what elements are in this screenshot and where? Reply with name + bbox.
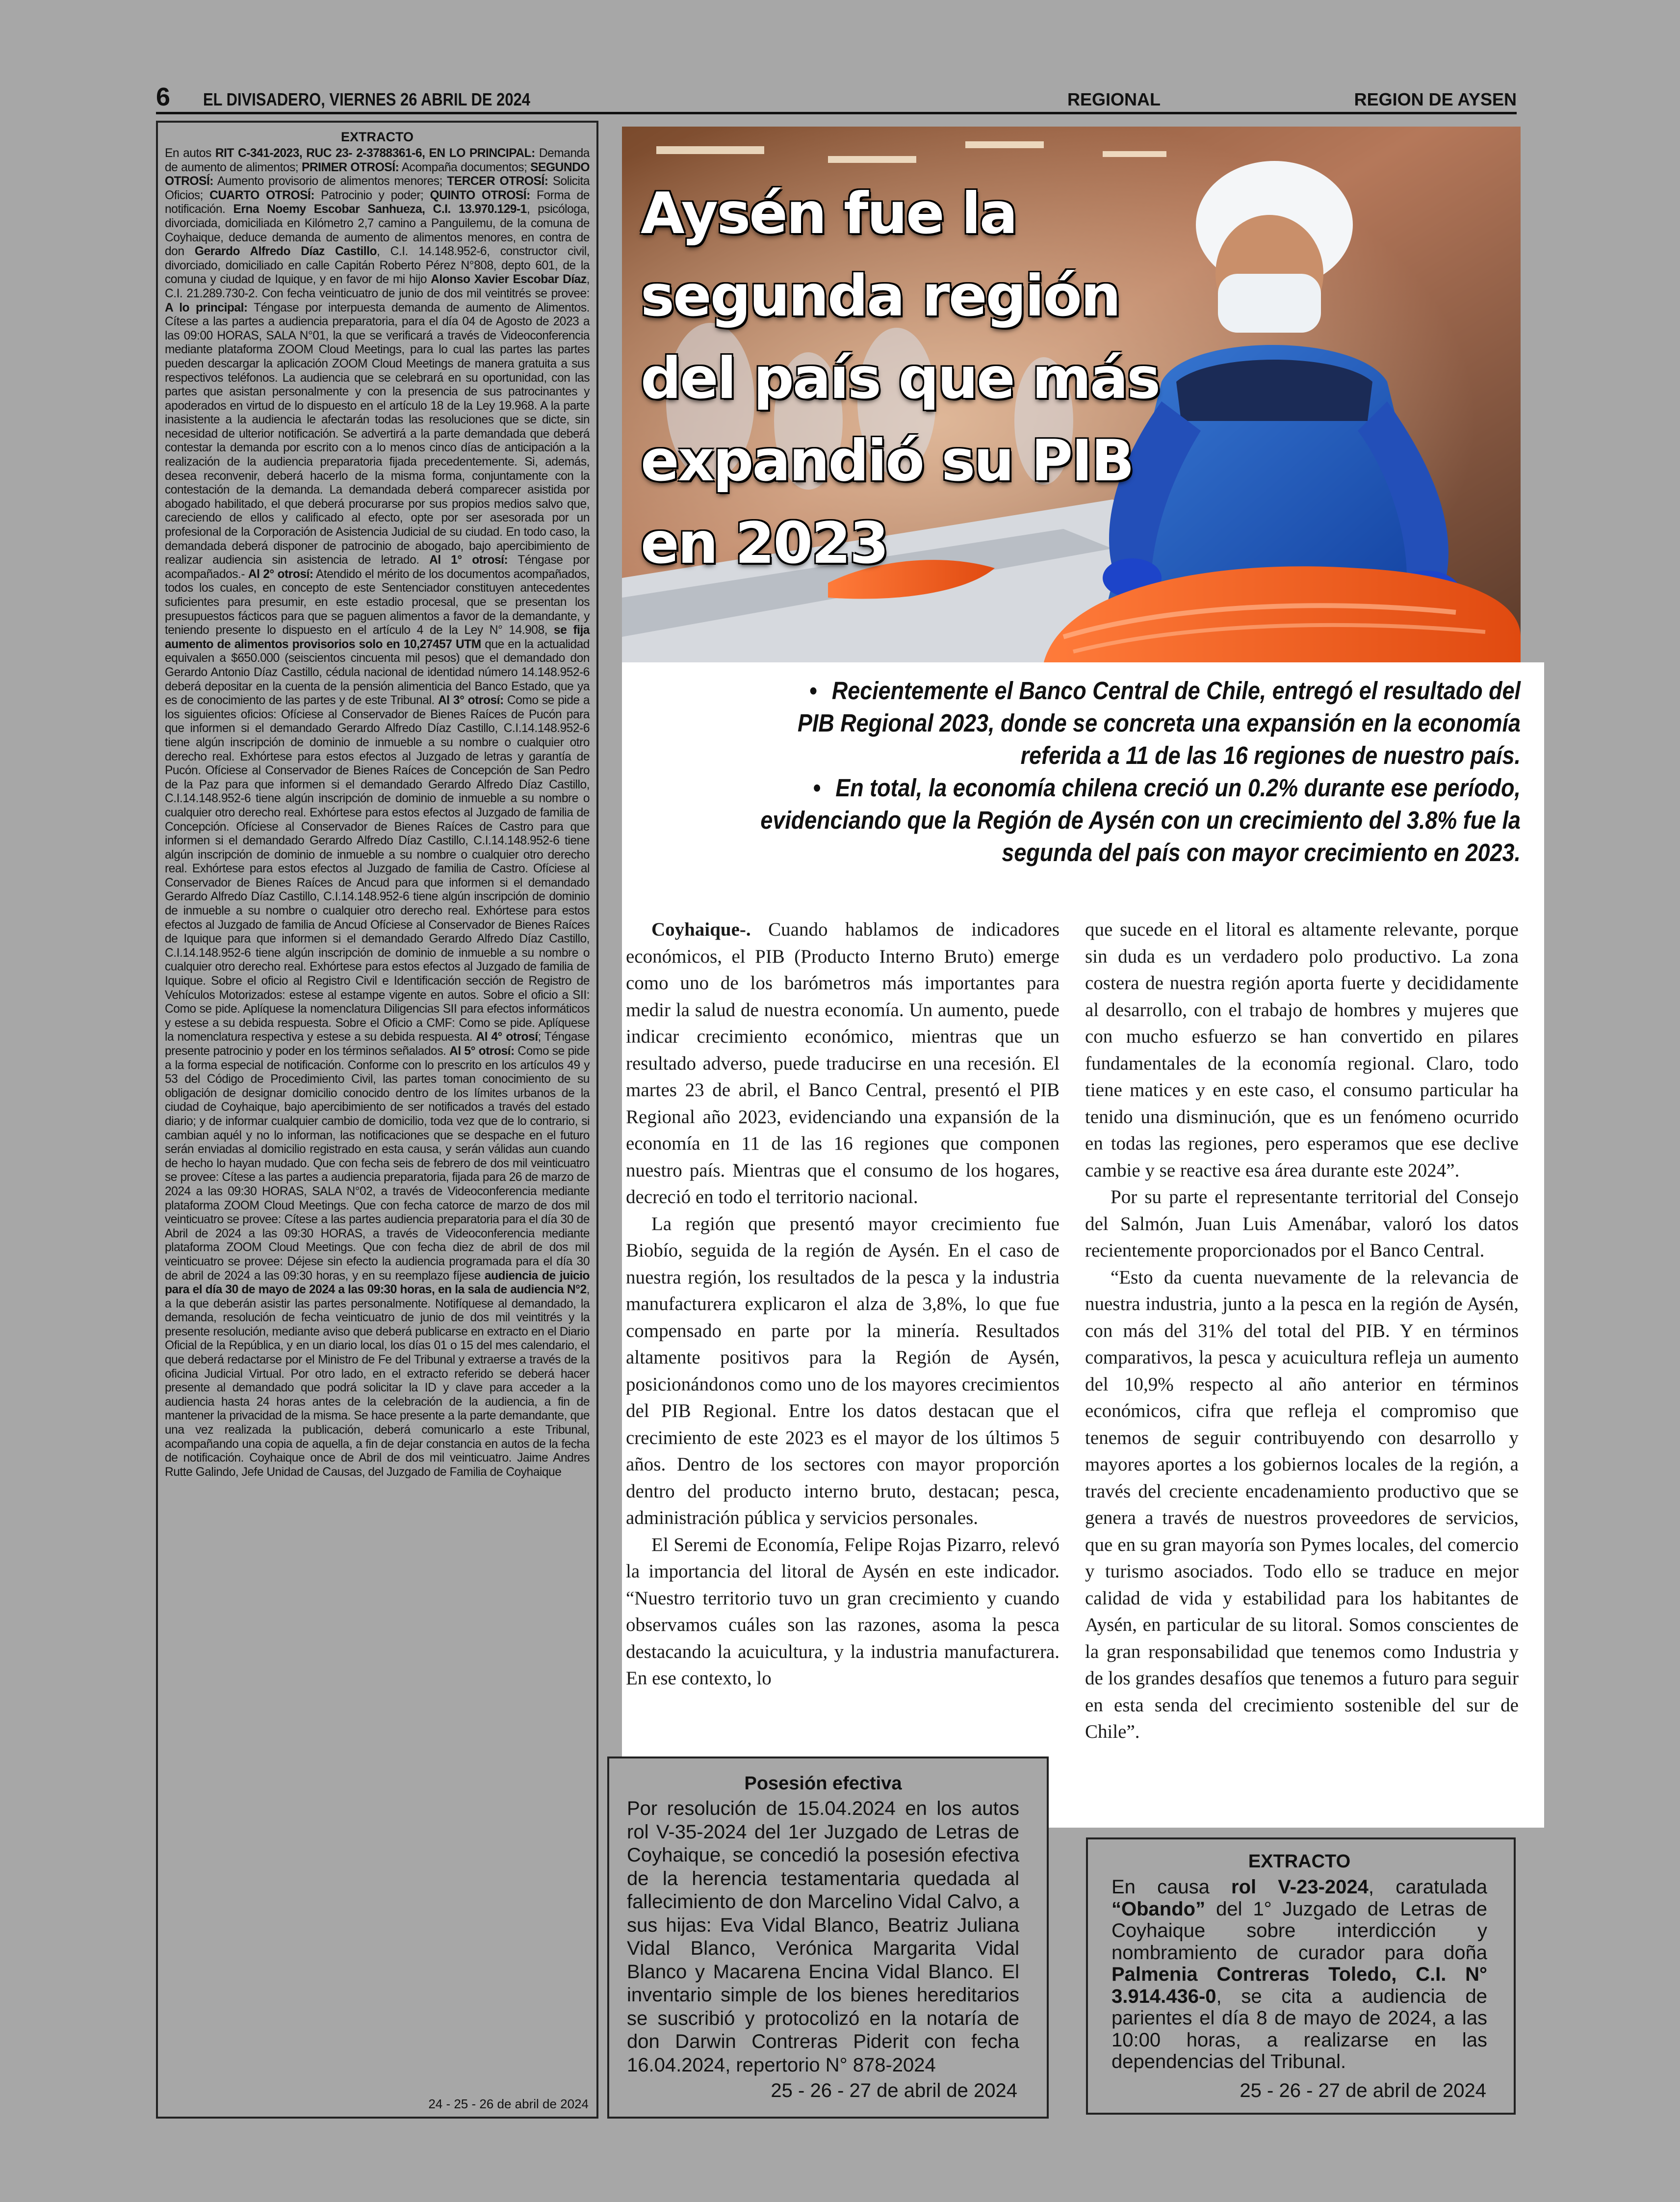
headline-line: Aysén fue la <box>641 181 1017 247</box>
article-paragraph: La región que presentó mayor crecimiento fue Biobío, seguida de la región de Aysén. En el caso de nuestra región, los resultados de la pesca y la industria manufacturera explicaron el alza de 3,8%, lo que fue compensado en parte por la minería. Resultados altamente positivos para la Región de Aysén, posicionándonos como uno de los mayores crecimientos del PIB Regional. Entre los datos destacan que el crecimiento de este 2023 es el mayor de los últimos 5 años. Dentro de los sectores con mayor proporción dentro del producto interno bruto, destacan; pesca, administración pública y servicios personales. <box>626 1213 1060 1528</box>
region-name: REGION DE AYSEN <box>1354 89 1517 109</box>
legal-notice-body: En autos RIT C-341-2023, RUC 23- 2-3788361-6, EN LO PRINCIPAL: Demanda de aumento de alimentos; PRIMER OTROSÍ: Acompaña documentos; SEGUNDO OTROSÍ: Aumento provisorio de alimentos menores; TERCER OTROSÍ: Solicita Oficios; CUARTO OTROSÍ: Patrocinio y poder; QUINTO OTROSÍ: Forma de notificación. Erna Noemy Escobar Sanhueza, C.I. 13.970.129-1, psicóloga, divorciada, domiciliada en Kilómetro 2,7 camino a Panguilemu, de la comuna de Coyhaique, deduce demanda de aumento de alimentos menores, en contra de don Gerardo Alfredo Díaz Castillo, C.I. 14.148.952-6, constructor civil, divorciado, domiciliado en calle Capitán Roberto Pérez N°808, depto 601, de la comuna y ciudad de Iquique, y en favor de mi hijo Alonso Xavier Escobar Díaz, C.I. 21.289.730-2. Con fecha veinticuatro de junio de dos mil veintitrés se provee: A lo principal: Téngase por interpuesta demanda de aumento de Alimentos. Cítese a las partes a audiencia preparatoria, para el día 04 de Agosto de 2023 a las 09:00 HORAS, SALA N°01, la que se verificará a través de Videoconferencia mediante plataforma ZOOM Cloud Meetings, para lo cual las partes las partes pueden descargar la aplicación ZOOM Cloud Meetings de manera gratuita a sus respectivos teléfonos. La audiencia que se celebrará en su oportunidad, con las partes que asistan personalmente y con la presencia de sus patrocinantes y apoderados en virtud de lo dispuesto en el artículo 18 de la Ley 19.968. A la parte inasistente a la audiencia le afectarán todas las resoluciones que se dicte, sin necesidad de ulterior notificación. Se advertirá a la parte demandada que deberá contestar la demanda por escrito con a lo menos cinco días de anticipación a la realización de la audiencia preparatoria fijada precedentemente. Si, además, desea reconvenir, deberá hacerlo de la misma forma, conjuntamente con la contestación de la demanda. La demandada deberá comparecer asistida por abogado habilitado, el que deberá procurarse por sus propios medios salvo que, careciendo de ellos y calificado al efecto, opte por ser asesorada por un profesional de la Corporación de Asistencia Judicial de su ciudad. En todo caso, la demandada deberá disponer de patrocinio de abogado, bajo apercibimiento de realizar audiencia sin asistencia de letrado. Al 1° otrosí: Téngase por acompañados.- Al 2° otrosí: Atendido el mérito de los documentos acompañados, todos los cuales, en concepto de este Sentenciador constituyen antecedentes suficientes para presumir, en este estadio procesal, que se presentan los presupuestos fácticos para que se paguen alimentos a favor de la demandante, y teniendo presente lo dispuesto en el artículo 4 de la Ley N° 14.908, se fija aumento de alimentos provisorios solo en 10,27457 UTM que en la actualidad equivalen a $650.000 (seiscientos cincuenta mil pesos) que el demandado don Gerardo Antonio Díaz Castillo, cédula nacional de identidad número 14.148.952-6 deberá depositar en la cuenta de la pensión alimenticia del Banco Estado, que ya es de conocimiento de las partes y de este Tribunal. Al 3° otrosí: Como se pide a los siguientes oficios: Ofíciese al Conservador de Bienes Raíces de Pucón para que informen si el demandado Gerardo Alfredo Díaz Castillo, C.I.14.148.952-6 tiene algún inscripción de dominio de inmueble a su nombre o cualquier otro derecho real. Exhórtese para estos efectos al Juzgado de letras y garantía de Pucón. Ofíciese al Conservador de Bienes Raíces de Concepción de San Pedro de la Paz para que informen si el demandado Gerardo Alfredo Díaz Castillo, C.I.14.148.952-6 tiene algún inscripción de dominio de inmueble a su nombre o cualquier otro derecho real. Exhórtese para estos efectos al Juzgado de familia de Concepción. Ofíciese al Conservador de Bienes Raíces de Castro para que informen si el demandado Gerardo Alfredo Díaz Castillo, C.I.14.148.952-6 tiene algún inscripción de dominio de inmueble a su nombre o cualquier otro derecho real. Exhórtese para estos efectos al Juzgado de familia de Castro. Ofíciese al Conservador de Bienes Raíces de Ancud para que informen si el demandado Gerardo Alfredo Díaz Castillo, C.I.14.148.952-6 tiene algún inscripción de dominio de inmueble a su nombre o cualquier otro derecho real. Exhórtese para estos efectos al Juzgado de familia de Ancud Ofíciese al Conservador de Bienes Raíces de Iquique para que informen si el demandado Gerardo Alfredo Díaz Castillo, C.I.14.148.952-6 tiene algún inscripción de dominio de inmueble a su nombre o cualquier otro derecho real. Exhórtese para estos efectos al Juzgado de familia de Iquique. Sobre el oficio al Registro Civil e Identificación sección de Registro de Vehículos Motorizados: estese al estampe vigente en autos. Sobre el oficio a SII: Como se pide. Aplíquese la nomenclatura Diligencias SII para efectos informáticos y estese a su debida respuesta. Sobre el Oficio a CMF: Como se pide. Aplíquese la nomenclatura respectiva y estese a su debida respuesta. Al 4° otrosí; Téngase presente patrocinio y poder en los términos señalados. Al 5° otrosí: Como se pide a la forma especial de notificación. Conforme con lo prescrito en los artículos 49 y 53 del Código de Procedimiento Civil, las partes toman conocimiento de su obligación de designar domicilio conocido dentro de los límites urbanos de la ciudad de Coyhaique, bajo apercibimiento de ser notificados a través del estado diario; y de informar cualquier cambio de domicilio, toda vez que de lo contrario, si cambian aquél y no lo informan, las notificaciones que se despache en el futuro serán enviadas al domicilio registrado en esta causa, y serán válidas aun cuando de hecho lo hayan mudado. Que con fecha seis de febrero de dos mil veinticuatro se provee: Cítese a las partes a audiencia preparatoria, fijada para 26 de marzo de 2024 a las 09:30 HORAS, SALA N°02, a través de Videoconferencia mediante plataforma ZOOM Cloud Meetings. Que con fecha catorce de marzo de dos mil veinticuatro se provee: Cítese a las partes audiencia preparatoria para el día 30 de Abril de 2024 a las 09:30 HORAS, a través de Videoconferencia mediante plataforma ZOOM Cloud Meetings. Que con fecha diez de abril de dos mil veinticuatro se provee: Déjese sin efecto la audiencia programada para el día 30 de abril de 2024 a las 09:30 horas, y en su reemplazo fíjese audiencia de juicio para el día 30 de mayo de 2024 a las 09:30 horas, en la sala de audiencia N°2, a la que deberán asistir las partes personalmente. Notifíquese al demandado, la demanda, resolución de fecha veinticuatro de junio de dos mil veintitrés y la presente resolución, mediante aviso que deberá publicarse en extracto en el Diario Oficial de la República, y en un diario local, los días 01 o 15 del mes calendario, el que deberá redactarse por el Ministro de Fe del Tribunal y extraerse a través de la oficina Judicial Virtual. Por otro lado, en el extracto referido se deberá hacer presente al demandado que podrá solicitar la ID y clave para acceder a la audiencia hasta 24 horas antes de la celebración de la audiencia, a fin de mantener la privacidad de la misma. Se hace presente a la parte demandante, que una vez realizada la publicación, deberá comunicarlo a este Tribunal, acompañando una copia de aquella, a fin de dejar constancia en autos de la fecha de notificación. Coyhaique once de Abril de dos mil veinticuatro. Jaime Andres Rutte Galindo, Jefe Unidad de Causas, del Juzgado de Familia de Coyhaique <box>165 147 590 1479</box>
summary-line: • En total, la economía chilena creció un 0.2% durante ese período, <box>813 774 1521 802</box>
posesion-dates: 25 - 26 - 27 de abril de 2024 <box>771 2080 1017 2101</box>
page-header <box>156 82 1517 112</box>
page-number: 6 <box>156 83 170 111</box>
article-paragraph: Coyhaique-. Cuando hablamos de indicadores económicos, el PIB (Producto Interno Bruto) emerge como uno de los barómetros más importantes para medir la salud de nuestra economía. Un aumento, puede indicar crecimiento económico, mientras que un resultado adverso, puede traducirse en una recesión. El martes 23 de abril, el Banco Central, presentó el PIB Regional año 2023, evidenciando una expansión de la economía en 11 de las 16 regiones que componen nuestro país. Mientras que el consumo de los hogares, decreció en todo el territorio nacional. <box>626 919 1060 1207</box>
article-column-2 <box>1085 917 1519 1746</box>
headline-line: segunda región <box>641 263 1120 329</box>
hero-photo <box>622 127 1521 662</box>
extracto-notice <box>1086 1837 1516 2115</box>
posesion-efectiva-notice <box>607 1756 1049 2119</box>
legal-notice-extracto <box>156 121 598 2119</box>
headline-line: en 2023 <box>641 510 888 577</box>
paper-dateline: EL DIVISADERO, VIERNES 26 ABRIL DE 2024 <box>203 89 531 109</box>
article-paragraph: “Esto da cuenta nuevamente de la relevancia de nuestra industria, junto a la pesca en la región de Aysén, con más del 31% del total del PIB. Y en términos comparativos, la pesca y acuicultura refleja un aumento del 10,9% respecto al año anterior en términos económicos, cifra que refleja el compromiso que tenemos de seguir contribuyendo con desarrollo y mayores aportes a los gobiernos locales de la región, a través del creciente encadenamiento productivo que se genera a través de nuestros proveedores de servicios, que en su gran mayoría son Pymes locales, del comercio y turismo asociados. Todo ello se traduce en mejor calidad de vida y estabilidad para los habitantes de Aysén, en particular de su litoral. Somos conscientes de la gran responsabilidad que tenemos como Industria y de los grandes desafíos que tenemos a futuro para seguir en esta senda del crecimiento sostenible del sur de Chile”. <box>1085 1266 1519 1742</box>
legal-notice-title: EXTRACTO <box>340 130 414 144</box>
posesion-title: Posesión efectiva <box>744 1773 902 1794</box>
section-name: REGIONAL <box>1067 89 1161 109</box>
legal-notice-dates: 24 - 25 - 26 de abril de 2024 <box>428 2097 589 2111</box>
summary-line: • Recientemente el Banco Central de Chile, entregó el resultado del <box>809 677 1521 705</box>
summary-line: segunda del país con mayor crecimiento en 2023. <box>1002 839 1521 866</box>
headline-line: del país que más <box>641 345 1160 412</box>
extracto-dates: 25 - 26 - 27 de abril de 2024 <box>1240 2079 1486 2101</box>
header-rule <box>156 112 1517 114</box>
summary-line: PIB Regional 2023, donde se concreta una expansión en la economía <box>797 709 1521 737</box>
headline <box>641 173 1205 585</box>
article-column-1 <box>626 917 1060 1692</box>
summary-line: evidenciando que la Región de Aysén con un crecimiento del 3.8% fue la <box>760 806 1521 834</box>
extracto-title: EXTRACTO <box>1248 1851 1351 1872</box>
article-summary <box>622 675 1521 869</box>
article-paragraph: Por su parte el representante territorial del Consejo del Salmón, Juan Luis Amenábar, valoró los datos recientemente proporcionados por el Banco Central. <box>1085 1186 1519 1261</box>
article-paragraph: que sucede en el litoral es altamente relevante, porque sin duda es un verdadero polo productivo. La zona costera de nuestra región aporta fuerte y decididamente al desarrollo, con el trabajo de hombres y mujeres que con mucho esfuerzo se han convertido en pilares fundamentales de la economía regional. Claro, todo tiene matices y en este caso, el consumo particular ha tenido una disminución, que es un fenómeno ocurrido en todas las regiones, pero esperamos que ese declive cambie y se reactive esa área durante este 2024”. <box>1085 919 1519 1181</box>
article-paragraph: El Seremi de Economía, Felipe Rojas Pizarro, relevó la importancia del litoral de Aysén en este indicador. “Nuestro territorio tuvo un gran crecimiento y cuando observamos cuáles son las razones, asoma la pesca destacando la acuicultura, y la industria manufacturera. En ese contexto, lo <box>626 1534 1060 1689</box>
posesion-text: Por resolución de 15.04.2024 en los autos rol V-35-2024 del 1er Juzgado de Letras de Coyhaique, se concedió la posesión efectiva de la herencia testamentaria quedada al fallecimiento de don Marcelino Vidal Calvo, a sus hijas: Eva Vidal Blanco, Beatriz Juliana Vidal Blanco, Verónica Margarita Vidal Blanco y Macarena Encina Vidal Blanco. El inventario simple de los bienes hereditarios se suscribió y protocolizó en la notaría de don Darwin Contreras Piderit con fecha 16.04.2024, repertorio N° 878-2024 <box>627 1798 1019 2076</box>
summary-line: referida a 11 de las 16 regiones de nuestro país. <box>1020 741 1521 769</box>
headline-line: expandió su PIB <box>641 428 1133 494</box>
extracto-text: En causa rol V-23-2024, caratulada “Obando” del 1° Juzgado de Letras de Coyhaique sobre interdicción y nombramiento de curador para doña Palmenia Contreras Toledo, C.I. N° 3.914.436-0, se cita a audiencia de parientes el día 8 de mayo de 2024, a las 10:00 horas, a realizarse en las dependencias del Tribunal. <box>1111 1876 1487 2072</box>
dateline: Coyhaique-. <box>651 919 751 940</box>
